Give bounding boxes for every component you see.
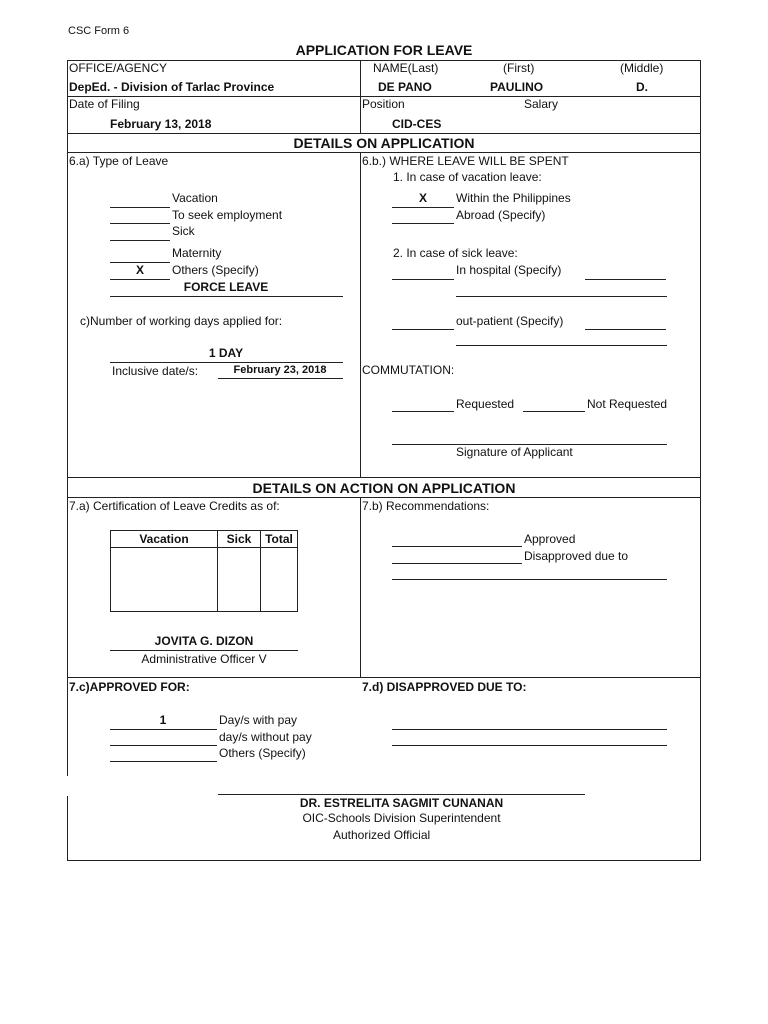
days-with-pay-label: Day/s with pay [219,713,298,727]
approved-for-label: 7.c)APPROVED FOR: [69,680,190,694]
leave-credits-cert-label: 7.a) Certification of Leave Credits as of: [69,499,280,513]
date-filing-label: Date of Filing [69,97,140,111]
inclusive-dates-value: February 23, 2018 [233,364,327,376]
office-label: OFFICE/AGENCY [69,61,168,75]
type-of-leave-label: 6.a) Type of Leave [69,154,169,168]
certifier-name: JOVITA G. DIZON [154,634,254,648]
credits-vacation-cell [111,548,218,612]
sick-case-label: 2. In case of sick leave: [393,246,518,260]
vacation-case-label: 1. In case of vacation leave: [393,170,542,184]
days-without-pay-label: day/s without pay [219,730,312,744]
office-value: DepEd. - Division of Tarlac Province [69,80,275,94]
within-philippines-mark: X [418,191,427,205]
leave-type-mark-others: X [135,263,144,277]
name-first-label: (First) [503,61,535,75]
others-specify-value: FORCE LEAVE [183,280,269,294]
details-application-heading: DETAILS ON APPLICATION [293,135,475,151]
name-last-label: NAME(Last) [373,61,439,75]
first-name-value: PAULINO [490,80,544,94]
approved-label: Approved [524,532,576,546]
working-days-label: c)Number of working days applied for: [80,314,283,328]
in-hospital-label: In hospital (Specify) [456,263,562,277]
credits-header-total: Total [261,531,298,548]
inclusive-dates-label: Inclusive date/s: [112,364,199,378]
out-patient-label: out-patient (Specify) [456,314,564,328]
leave-type-others: Others (Specify) [172,263,259,277]
days-with-pay-value: 1 [159,713,167,727]
credits-header-vacation: Vacation [111,531,218,548]
certifier-title: Administrative Officer V [141,652,267,666]
leave-type-vacation: Vacation [172,191,218,205]
abroad-label: Abroad (Specify) [456,208,546,222]
leave-type-seek-employment: To seek employment [172,208,283,222]
leave-type-sick: Sick [172,224,195,238]
others-specify-label: Others (Specify) [219,746,306,760]
credits-sick-cell [218,548,261,612]
credits-header-sick: Sick [218,531,261,548]
position-label: Position [362,97,405,111]
official-title: OIC-Schools Division Superintendent [302,811,501,825]
middle-name-value: D. [636,80,648,94]
official-name: DR. ESTRELITA SAGMIT CUNANAN [299,796,504,810]
working-days-value: 1 DAY [208,346,244,360]
disapproved-label: Disapproved due to [524,549,629,563]
requested-label: Requested [456,397,515,411]
within-philippines-label: Within the Philippines [456,191,571,205]
position-value: CID-CES [392,117,442,131]
leave-credits-table [110,530,298,612]
leave-type-maternity: Maternity [172,246,222,260]
where-leave-spent-label: 6.b.) WHERE LEAVE WILL BE SPENT [362,154,569,168]
last-name-value: DE PANO [378,80,432,94]
disapproved-due-label: 7.d) DISAPPROVED DUE TO: [362,680,527,694]
date-filing-value: February 13, 2018 [110,117,212,131]
commutation-label: COMMUTATION: [362,363,455,377]
recommendations-label: 7.b) Recommendations: [362,499,490,513]
official-role: Authorized Official [333,828,431,842]
form-title: APPLICATION FOR LEAVE [295,42,473,58]
name-middle-label: (Middle) [620,61,664,75]
details-action-heading: DETAILS ON ACTION ON APPLICATION [252,480,516,496]
not-requested-label: Not Requested [587,397,668,411]
salary-label: Salary [524,97,559,111]
signature-applicant-label: Signature of Applicant [456,445,573,459]
form-code: CSC Form 6 [68,25,130,37]
credits-total-cell [261,548,298,612]
